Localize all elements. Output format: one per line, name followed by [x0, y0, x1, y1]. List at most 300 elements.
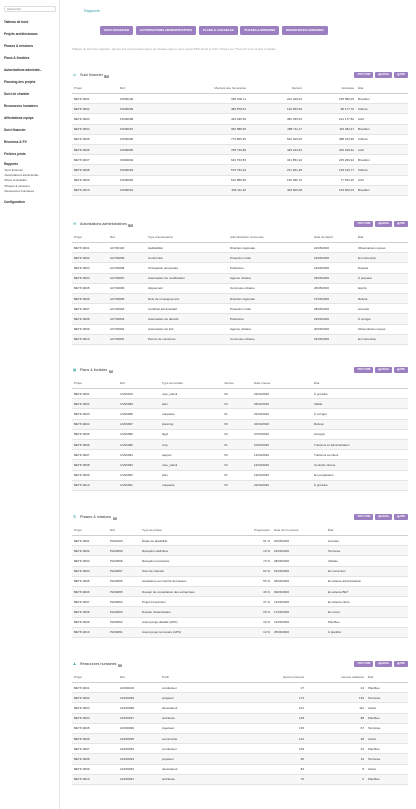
table-cell: BETP-0004: [72, 124, 118, 134]
table-cell: BETP-0007: [72, 744, 118, 754]
table-cell: Brouillon: [356, 185, 408, 195]
table-cell: 16/03/2026: [252, 460, 312, 470]
table-cell: 321 851,92: [248, 155, 304, 165]
column-header[interactable]: Facturé: [248, 84, 304, 94]
table-row[interactable]: [72, 263, 408, 273]
table-row[interactable]: [72, 713, 408, 723]
table-row[interactable]: [72, 273, 408, 283]
tout-voir-button[interactable]: TOUT VOIR: [354, 367, 373, 373]
table-cell: BETP-0009: [72, 617, 108, 627]
table-cell: Planifiée: [326, 617, 408, 627]
table-cell: PH00100: [108, 536, 140, 546]
table-cell: 542 406,05: [248, 134, 304, 144]
scale-icon: ⚖: [73, 73, 77, 77]
pdf-button[interactable]: ▤ PDF: [394, 72, 408, 78]
section-title: Autorisations administratives: [80, 222, 127, 227]
table-cell: En instruction: [356, 334, 408, 344]
table-row[interactable]: [72, 185, 408, 195]
table-row[interactable]: [72, 409, 408, 419]
table-cell: Suivi de chantier: [140, 566, 236, 576]
table-row[interactable]: [72, 470, 408, 480]
table-cell: Assistance au marché de travaux: [140, 576, 236, 586]
table-cell: Avant-projet détaillé (APD): [140, 617, 236, 627]
table-cell: rapport: [160, 450, 222, 460]
column-header[interactable]: Projet: [72, 673, 118, 683]
table-cell: En attente administration: [326, 576, 408, 586]
table-row[interactable]: [72, 460, 408, 470]
column-header[interactable]: Progression: [236, 526, 272, 536]
sidebar-item-planning[interactable]: Planning des projets: [4, 80, 36, 84]
column-header[interactable]: Réf.: [108, 526, 140, 536]
table-row[interactable]: [72, 683, 408, 693]
table-cell: ingenieur: [160, 723, 226, 733]
table-cell: FIN00099: [118, 104, 160, 114]
table-cell: 91 %: [236, 536, 272, 546]
table-cell: 25/05/2026: [312, 273, 356, 283]
table-cell: BETP-0003: [72, 263, 108, 273]
column-header[interactable]: État: [312, 379, 408, 389]
table-cell: planning: [160, 419, 222, 429]
table-cell: BETP-0009: [72, 324, 108, 334]
table-cell: BETP-0006: [72, 439, 118, 449]
table-cell: 29/05/2026: [312, 314, 356, 324]
table-row[interactable]: [72, 334, 408, 344]
nav-button-plans[interactable]: PLANS & LIVRABLES: [199, 26, 238, 35]
table-header: [72, 526, 408, 536]
table-cell: BETP-0002: [72, 693, 118, 703]
table-row[interactable]: [72, 293, 408, 303]
column-header[interactable]: Type de phase: [140, 526, 236, 536]
table-cell: 26/05/2026: [312, 283, 356, 293]
table-row[interactable]: [72, 733, 408, 743]
table-cell: Refusé: [312, 419, 408, 429]
sidebar-report-rh[interactable]: Ressources humaines: [4, 188, 35, 193]
table-row[interactable]: [72, 283, 408, 293]
table-row[interactable]: [72, 764, 408, 774]
pdf-button[interactable]: ▤ PDF: [394, 661, 408, 667]
table-cell: BETP-0001: [72, 389, 118, 399]
table-cell: AFF00097: [118, 713, 160, 723]
table-cell: En attente BET: [326, 586, 408, 596]
table-cell: Observations reçues: [356, 243, 408, 253]
section-rh: [72, 661, 408, 785]
column-header[interactable]: Réf.: [118, 379, 160, 389]
table-cell: PH00098: [108, 556, 140, 566]
table-row[interactable]: [72, 627, 408, 637]
section-title: Ressources humaines: [80, 662, 117, 667]
table-row[interactable]: [72, 723, 408, 733]
table-cell: LIV00098: [118, 409, 160, 419]
table-cell: 23/05/2026: [312, 253, 356, 263]
table-cell: AFF00096: [118, 723, 160, 733]
table-row[interactable]: [72, 586, 408, 596]
table-cell: LIV00097: [118, 419, 160, 429]
table-cell: BETP-0001: [72, 243, 108, 253]
table-header: [72, 84, 408, 94]
table-cell: BETP-0001: [72, 536, 108, 546]
table-cell: V0: [222, 389, 252, 399]
table-cell: Validé: [312, 399, 408, 409]
excel-button[interactable]: ▤ EXCEL: [375, 661, 392, 667]
excel-button[interactable]: ▤ EXCEL: [375, 367, 392, 373]
sidebar-item-financier[interactable]: Suivi financier: [4, 128, 26, 132]
table-row[interactable]: [72, 480, 408, 490]
table-cell: 88 177,76: [304, 104, 356, 114]
sidebar-item-fichiers[interactable]: Fichiers joints: [4, 152, 26, 156]
table-cell: 64 %: [236, 566, 272, 576]
table-cell: BETP-0005: [72, 576, 108, 586]
pdf-button[interactable]: ▤ PDF: [394, 221, 408, 227]
sidebar-report-financier[interactable]: Suivi financier: [4, 168, 24, 172]
table-cell: 19 %: [236, 617, 272, 627]
table-cell: FIN00097: [118, 124, 160, 134]
table-row[interactable]: [72, 617, 408, 627]
column-header[interactable]: État: [356, 84, 408, 94]
table-cell: Accordé: [356, 304, 408, 314]
file-icon: ▤: [397, 222, 401, 225]
report-table: [72, 84, 408, 196]
file-icon: ▤: [378, 73, 382, 76]
map-icon: ▦: [73, 368, 77, 372]
excel-button[interactable]: ▤ EXCEL: [375, 221, 392, 227]
table-cell: 516 888,99: [160, 175, 248, 185]
table-cell: BETP-0006: [72, 586, 108, 596]
table-row[interactable]: [72, 253, 408, 263]
pdf-button[interactable]: ▤ PDF: [394, 367, 408, 373]
table-cell: AUT00093: [108, 314, 146, 324]
table-cell: Clôturé: [356, 165, 408, 175]
table-cell: 122: [226, 733, 306, 743]
table-cell: BETP-0003: [72, 703, 118, 713]
table-cell: Agence urbaine: [228, 273, 312, 283]
pdf-button[interactable]: ▤ PDF: [394, 514, 408, 520]
column-header[interactable]: Réf.: [118, 84, 160, 94]
table-cell: 288 711,17: [248, 124, 304, 134]
table-row[interactable]: [72, 134, 408, 144]
table-cell: 222 400,04: [248, 94, 304, 104]
table-row[interactable]: [72, 754, 408, 764]
table-cell: PH00094: [108, 597, 140, 607]
table-cell: Expiré: [356, 283, 408, 293]
table-cell: 424 639,59: [160, 114, 248, 124]
table-cell: 556 000,11: [160, 94, 248, 104]
table-cell: BETP-0001: [72, 683, 118, 693]
table-cell: 73 %: [236, 556, 272, 566]
table-cell: BETP-0006: [72, 293, 108, 303]
table-cell: cctp: [160, 439, 222, 449]
table-row[interactable]: [72, 774, 408, 784]
table-cell: BETP-0009: [72, 175, 118, 185]
table-cell: 96: [226, 754, 306, 764]
table-cell: Certificat administratif: [146, 304, 228, 314]
table-row[interactable]: [72, 94, 408, 104]
table-cell: 28/05/2026: [312, 304, 356, 314]
table-row[interactable]: [72, 607, 408, 617]
table-cell: Brouillon: [356, 124, 408, 134]
sidebar-search-input[interactable]: [4, 6, 56, 12]
table-cell: 19/03/2026: [252, 470, 312, 480]
table-cell: AUT00092: [108, 324, 146, 334]
table-cell: 340 195,62: [304, 144, 356, 154]
table-cell: 01/03/2026: [252, 409, 312, 419]
table-cell: BETP-0010: [72, 334, 108, 344]
column-header[interactable]: Réf.: [108, 233, 146, 243]
table-row[interactable]: [72, 399, 408, 409]
table-row[interactable]: [72, 439, 408, 449]
table-cell: Transmis au client: [312, 450, 408, 460]
table-row[interactable]: [72, 104, 408, 114]
table-cell: 27: [226, 683, 306, 693]
table-cell: BETP-0005: [72, 283, 108, 293]
table-cell: BETP-0005: [72, 134, 118, 144]
table-cell: 24/05/2026: [312, 263, 356, 273]
table-cell: À produire: [312, 389, 408, 399]
sidebar-item-plans[interactable]: Plans & livrables: [4, 56, 30, 60]
table-cell: Étude de faisabilité: [140, 536, 236, 546]
table-cell: Validée: [326, 556, 408, 566]
table-cell: FIN00091: [118, 185, 160, 195]
table-cell: Terminée: [366, 693, 408, 703]
sidebar-item-autorisations[interactable]: Autorisations administr...: [4, 68, 43, 72]
table-cell: 13/03/2026: [252, 450, 312, 460]
table-row[interactable]: [72, 429, 408, 439]
table-row[interactable]: [72, 114, 408, 124]
table-cell: LIV00093: [118, 460, 160, 470]
column-header[interactable]: Date de dépôt: [312, 233, 356, 243]
table-cell: Refusé: [356, 293, 408, 303]
table-row[interactable]: [72, 324, 408, 334]
sidebar-item-reunions[interactable]: Réunions & PV: [4, 140, 27, 144]
file-icon: ▤: [397, 73, 401, 76]
file-icon: ▤: [397, 368, 401, 371]
column-header[interactable]: Administration concernée: [228, 233, 312, 243]
table-cell: À planifier: [326, 627, 408, 637]
section-title: Plans & livrables: [80, 368, 108, 373]
sidebar-item-chantier[interactable]: Suivi de chantier: [4, 92, 30, 96]
table-cell: AUT00091: [108, 334, 146, 344]
table-cell: BETP-0008: [72, 314, 108, 324]
table-row[interactable]: [72, 556, 408, 566]
column-header[interactable]: État: [356, 233, 408, 243]
table-cell: FIN00096: [118, 134, 160, 144]
sidebar-item-affectations[interactable]: Affectations equipe: [4, 116, 34, 120]
sidebar-report-plans[interactable]: Plans & livrables: [4, 178, 27, 183]
column-header[interactable]: Profil: [160, 673, 226, 683]
table-cell: conducteur: [160, 744, 226, 754]
sidebar-item-configuration[interactable]: Configuration: [4, 199, 25, 204]
table-cell: AFF00099: [118, 693, 160, 703]
table-cell: Planifiée: [366, 774, 408, 784]
table-row[interactable]: [72, 155, 408, 165]
column-header[interactable]: Heures réalisées: [306, 673, 366, 683]
table-cell: FIN00095: [118, 144, 160, 154]
column-header[interactable]: Type d'autorisation: [146, 233, 228, 243]
sidebar-item-projets[interactable]: Projets architecturaux: [4, 32, 38, 36]
table-cell: Agence urbaine: [228, 324, 312, 334]
table-cell: 67: [306, 723, 366, 733]
table-cell: 489 878,64: [160, 104, 248, 114]
gavel-icon: ⚒: [73, 222, 77, 226]
sidebar-item-rh[interactable]: Ressources humaines: [4, 104, 38, 108]
sidebar-item-tableau-de-bord[interactable]: Tableau de bord: [4, 20, 29, 24]
table-row[interactable]: [72, 597, 408, 607]
table-cell: note_calcul: [160, 389, 222, 399]
table-row[interactable]: [72, 546, 408, 556]
table-row[interactable]: [72, 419, 408, 429]
table-cell: À préparer: [356, 273, 408, 283]
column-header[interactable]: Heures prévues: [226, 673, 306, 683]
table-cell: 20/05/2026: [272, 536, 326, 546]
table-cell: 115 484,47: [304, 124, 356, 134]
excel-button[interactable]: ▤ EXCEL: [375, 72, 392, 78]
count-badge: 10: [105, 74, 108, 77]
table-cell: Terminée: [326, 546, 408, 556]
table-cell: 22/05/2026: [312, 243, 356, 253]
table-row[interactable]: [72, 744, 408, 754]
excel-button[interactable]: ▤ EXCEL: [375, 514, 392, 520]
table-cell: 46 %: [236, 586, 272, 596]
table-cell: 161: [226, 703, 306, 713]
nav-button-phases[interactable]: PHASES & MISSIONS: [240, 26, 279, 35]
table-row[interactable]: [72, 576, 408, 586]
table-cell: 83: [226, 764, 306, 774]
table-cell: AUT00100: [108, 243, 146, 253]
table-cell: BETP-0003: [72, 556, 108, 566]
table-cell: Protection civile: [228, 253, 312, 263]
table-cell: Commune urbaine: [228, 334, 312, 344]
table-cell: Autorisation de lotir: [146, 324, 228, 334]
table-cell: V1: [222, 409, 252, 419]
report-table: [72, 233, 408, 345]
table-cell: 109: [226, 744, 306, 754]
table-cell: BETP-0005: [72, 429, 118, 439]
column-header[interactable]: Version: [222, 379, 252, 389]
table-row[interactable]: [72, 566, 408, 576]
table-row[interactable]: [72, 243, 408, 253]
table-cell: AUT00095: [108, 293, 146, 303]
table-cell: Autorisation de modification: [146, 273, 228, 283]
table-row[interactable]: [72, 304, 408, 314]
column-header[interactable]: État: [366, 673, 408, 683]
table-cell: PH00091: [108, 627, 140, 637]
file-icon: ▤: [378, 222, 382, 225]
table-cell: Accepté: [312, 429, 408, 439]
table-cell: 21/06/2026: [272, 617, 326, 627]
table-cell: projeteur: [160, 693, 226, 703]
table-cell: Dossier d'autorisation: [140, 607, 236, 617]
column-header[interactable]: Encaissé: [304, 84, 356, 94]
column-header[interactable]: Date de fin prévue: [272, 526, 326, 536]
table-cell: 30/05/2026: [312, 324, 356, 334]
table-cell: Autorisation de démolir: [146, 314, 228, 324]
column-header[interactable]: Type de livrable: [160, 379, 222, 389]
file-icon: ▤: [397, 662, 401, 665]
table-cell: 155 680,03: [304, 94, 356, 104]
table-cell: PH00097: [108, 566, 140, 576]
table-row[interactable]: [72, 536, 408, 546]
table-cell: 23/02/2026: [252, 389, 312, 399]
table-cell: 88: [306, 713, 366, 723]
table-row[interactable]: [72, 693, 408, 703]
tout-voir-button[interactable]: TOUT VOIR: [354, 514, 373, 520]
table-cell: Note de renseignement: [146, 293, 228, 303]
sidebar-report-autorisations[interactable]: Autorisations administrati...: [4, 173, 41, 178]
tout-voir-button[interactable]: TOUT VOIR: [354, 661, 373, 667]
table-row[interactable]: [72, 314, 408, 324]
table-cell: FIN00093: [118, 165, 160, 175]
column-header[interactable]: Date prévue: [252, 379, 312, 389]
column-header[interactable]: Projet: [72, 526, 108, 536]
column-header[interactable]: Projet: [72, 379, 118, 389]
table-cell: 163 840,03: [304, 185, 356, 195]
column-header[interactable]: Projet: [72, 84, 118, 94]
table-row[interactable]: [72, 165, 408, 175]
table-cell: 139: [306, 693, 366, 703]
table-cell: AUT00097: [108, 273, 146, 283]
table-cell: 174: [226, 693, 306, 703]
table-cell: LIV00094: [118, 450, 160, 460]
table-cell: AFF00094: [118, 744, 160, 754]
table-cell: Préfecture: [228, 314, 312, 324]
table-cell: Planifiée: [366, 744, 408, 754]
table-cell: LIV00091: [118, 480, 160, 490]
nav-button-financier[interactable]: SUIVI FINANCIER: [100, 26, 133, 35]
table-cell: Avant-projet sommaire (APS): [140, 627, 236, 637]
table-cell: 409 600,08: [248, 185, 304, 195]
count-badge: 10: [129, 223, 132, 226]
table-cell: Réception définitive: [140, 546, 236, 556]
table-cell: LIV00096: [118, 429, 160, 439]
nav-button-rh[interactable]: RESSOURCES HUMAINES: [282, 26, 328, 35]
table-cell: AFF00093: [118, 754, 160, 764]
table-cell: 37 %: [236, 597, 272, 607]
sidebar-report-phases[interactable]: Phases & missions: [4, 183, 30, 188]
table-cell: architecte: [160, 774, 226, 784]
table-cell: Brouillon: [356, 155, 408, 165]
table-cell: 48: [306, 733, 366, 743]
column-header[interactable]: Réf.: [118, 673, 160, 683]
table-row[interactable]: [72, 389, 408, 399]
table-cell: PH00095: [108, 586, 140, 596]
tout-voir-button[interactable]: TOUT VOIR: [354, 221, 373, 227]
table-cell: LIV00095: [118, 439, 160, 449]
table-cell: dessinateur: [160, 764, 226, 774]
sidebar-item-rapports[interactable]: Rapports: [4, 162, 18, 166]
sidebar-item-phases[interactable]: Phases & missions: [4, 44, 34, 48]
tout-voir-button[interactable]: TOUT VOIR: [354, 72, 373, 78]
table-cell: 146 963,59: [248, 104, 304, 114]
column-header[interactable]: Projet: [72, 233, 108, 243]
table-row[interactable]: [72, 450, 408, 460]
table-row[interactable]: [72, 175, 408, 185]
table-cell: 231 901,28: [248, 165, 304, 175]
table-cell: Direction régionale: [228, 243, 312, 253]
table-row[interactable]: [72, 124, 408, 134]
column-header[interactable]: État: [326, 526, 408, 536]
table-cell: 382 355,63: [248, 114, 304, 124]
nav-button-autorisations[interactable]: AUTORISATIONS ADMINISTRATIVES: [136, 26, 197, 35]
table-cell: Direction régionale: [228, 293, 312, 303]
table-row[interactable]: [72, 703, 408, 713]
table-cell: 17/06/2026: [272, 607, 326, 617]
table-cell: BETP-0008: [72, 460, 118, 470]
table-cell: BETP-0002: [72, 104, 118, 114]
table-cell: V0: [222, 480, 252, 490]
table-row[interactable]: [72, 144, 408, 154]
column-header[interactable]: Montant des honoraires: [160, 84, 248, 94]
table-cell: En instruction: [356, 253, 408, 263]
table-cell: BETP-0010: [72, 185, 118, 195]
